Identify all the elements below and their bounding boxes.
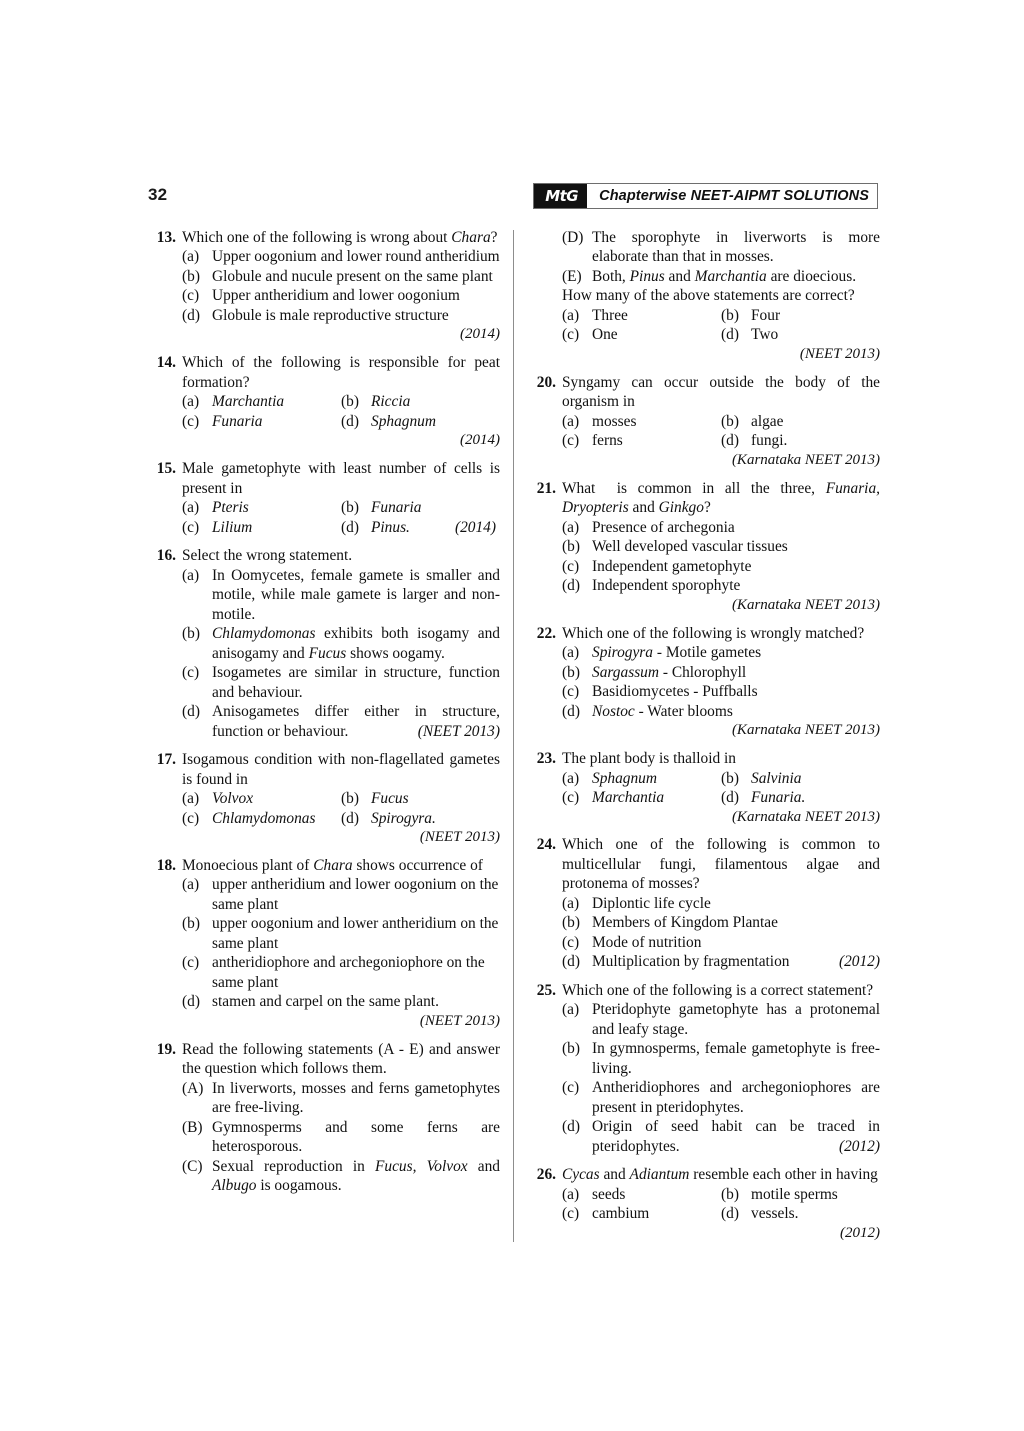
option-text: Pinus. [371, 518, 410, 536]
option-label: (B) [182, 1118, 203, 1136]
option-label: (d) [562, 953, 580, 971]
exam-year: (2012) [840, 1224, 880, 1241]
option-grid [562, 412, 880, 451]
question-stem: Isogamous condition with non-flagellated gametes is found in [182, 751, 500, 788]
header-banner [533, 183, 878, 209]
option-a[interactable] [182, 247, 500, 266]
option-label: (a) [562, 518, 580, 536]
option-b[interactable] [182, 914, 500, 953]
option-text: Upper antheridium and lower oogonium [212, 287, 460, 305]
option-text: Sargassum - Chlorophyll [592, 663, 747, 681]
question-stem: Which one of the following is common to multicellular fungi, filamentous algae and protonema of mosses? [562, 836, 880, 893]
question-number: 18. [156, 856, 176, 874]
option-text: Sexual reproduction in Fucus, Volvox and Albugo is oogamous. [212, 1157, 500, 1195]
option-text: In liverworts, mosses and ferns gametophytes are free-living. [212, 1079, 500, 1117]
option-label: (c) [562, 933, 580, 951]
option-C[interactable] [182, 1157, 500, 1196]
exam-year: (Karnataka NEET 2013) [731, 596, 880, 613]
option-text: motile sperms [751, 1185, 838, 1203]
option-label: (c) [182, 518, 200, 536]
option-label: (c) [562, 683, 580, 701]
option-text: Pteris [212, 499, 249, 517]
option-label: (d) [721, 326, 739, 344]
exam-year: (2014) [454, 518, 496, 536]
exam-year: (NEET 2013) [799, 345, 880, 362]
option-grid [182, 789, 500, 828]
option-label: (d) [562, 1118, 580, 1136]
option-list [562, 1000, 880, 1156]
option-E[interactable] [562, 267, 880, 286]
option-b[interactable] [562, 913, 880, 932]
option-label: (C) [182, 1157, 203, 1175]
option-grid [182, 498, 500, 537]
option-text: Independent sporophyte [592, 577, 741, 595]
question-block [148, 459, 500, 537]
option-d[interactable] [341, 518, 500, 537]
header-title: Chapterwise NEET-AIPMT SOLUTIONS [599, 188, 869, 204]
option-b[interactable] [182, 267, 500, 286]
question-stem: Syngamy can occur outside the body of the organism in [562, 373, 880, 411]
option-a[interactable] [182, 875, 500, 914]
option-label: (b) [562, 538, 580, 556]
option-label: (a) [182, 393, 200, 411]
option-b[interactable] [341, 498, 500, 517]
option-label: (d) [182, 993, 200, 1011]
option-text: Anisogametes differ either in structure, function or behaviour. [212, 703, 500, 740]
option-d[interactable] [721, 1204, 880, 1223]
option-text: Members of Kingdom Plantae [592, 914, 778, 932]
right-column [528, 228, 880, 1252]
question-number: 19. [156, 1040, 176, 1058]
option-c[interactable] [182, 809, 341, 828]
question-number: 23. [536, 750, 556, 768]
option-text: Funaria. [751, 789, 806, 807]
exam-year: (NEET 2013) [419, 829, 500, 846]
question-block [528, 981, 880, 1156]
option-label: (d) [562, 702, 580, 720]
option-d[interactable] [341, 412, 500, 431]
question-number: 22. [536, 624, 556, 642]
option-text: Nostoc - Water blooms [592, 702, 733, 720]
option-text: Presence of archegonia [592, 518, 735, 536]
option-text: Salvinia [751, 769, 802, 787]
option-text: Globule and nucule present on the same plant [212, 267, 493, 285]
option-label: (a) [182, 499, 200, 517]
option-text: Mode of nutrition [592, 933, 702, 951]
option-label: (d) [182, 306, 200, 324]
option-label: (c) [562, 1205, 580, 1223]
option-label: (b) [341, 499, 359, 517]
question-block [528, 228, 880, 364]
option-text: Funaria [212, 412, 263, 430]
option-text: fungi. [751, 432, 788, 450]
option-label: (b) [341, 790, 359, 808]
option-label: (b) [341, 393, 359, 411]
option-text: Globule is male reproductive structure [212, 306, 449, 324]
option-text: ferns [592, 432, 623, 450]
question-number: 14. [156, 354, 176, 372]
option-text: Funaria [371, 499, 422, 517]
option-b[interactable] [721, 1185, 880, 1204]
question-block [528, 749, 880, 826]
option-text: Two [751, 326, 779, 344]
option-c[interactable] [562, 682, 880, 701]
option-b[interactable] [182, 624, 500, 663]
option-text: Marchantia [592, 789, 665, 807]
option-c[interactable] [562, 788, 721, 807]
option-label: (a) [562, 1185, 580, 1203]
question-block [528, 373, 880, 470]
option-label: (b) [182, 915, 200, 933]
option-grid [182, 392, 500, 431]
question-stem: Select the wrong statement. [182, 547, 353, 565]
question-number: 16. [156, 547, 176, 565]
option-c[interactable] [182, 663, 500, 702]
option-grid [562, 1185, 880, 1224]
option-text: Sphagnum [592, 769, 657, 787]
option-text: Pteridophyte gametophyte has a protonemal and leafy stage. [592, 1001, 880, 1038]
followup-question: How many of the above statements are correct? [562, 287, 855, 305]
option-c[interactable] [562, 431, 721, 450]
exam-year: (2012) [838, 953, 880, 971]
option-D[interactable] [562, 228, 880, 267]
option-a[interactable] [562, 769, 721, 788]
option-text: Chlamydomonas exhibits both isogamy and anisogamy and Fucus shows oogamy. [212, 625, 500, 662]
option-list [562, 228, 880, 286]
option-d[interactable] [562, 702, 880, 721]
option-text: mosses [592, 412, 637, 430]
option-a[interactable] [182, 566, 500, 624]
option-d[interactable] [562, 952, 880, 971]
option-text: In gymnosperms, female gametophyte is free-living. [592, 1040, 880, 1077]
option-a[interactable] [562, 412, 721, 431]
option-label: (d) [182, 703, 200, 721]
exam-year: (2014) [460, 326, 500, 343]
option-text: Gymnosperms and some ferns are heterosporous. [212, 1118, 500, 1156]
question-number: 20. [536, 373, 556, 391]
exam-year: (NEET 2013) [417, 722, 500, 740]
option-c[interactable] [182, 953, 500, 992]
option-text: cambium [592, 1205, 650, 1223]
question-number: 15. [156, 460, 176, 478]
left-column [148, 228, 500, 1205]
option-text: Marchantia [212, 393, 285, 411]
option-label: (b) [562, 663, 580, 681]
option-text: Multiplication by fragmentation [592, 953, 790, 971]
option-text: Independent gametophyte [592, 557, 752, 575]
option-text: vessels. [751, 1205, 799, 1223]
option-c[interactable] [182, 412, 341, 431]
exam-year: (2012) [838, 1137, 880, 1155]
option-list [182, 875, 500, 1011]
option-text: Diplontic life cycle [592, 894, 711, 912]
option-label: (c) [182, 287, 200, 305]
option-a[interactable] [562, 306, 721, 325]
option-label: (a) [562, 412, 580, 430]
option-text: upper antheridium and lower oogonium on the same plant [212, 876, 499, 913]
option-text: upper oogonium and lower antheridium on the same plant [212, 915, 499, 952]
option-d[interactable] [721, 325, 880, 344]
option-label: (b) [562, 1040, 580, 1058]
option-label: (a) [182, 566, 200, 584]
option-c[interactable] [562, 557, 880, 576]
question-block [528, 835, 880, 971]
exam-year: (Karnataka NEET 2013) [731, 808, 880, 825]
option-text: Both, Pinus and Marchantia are dioecious. [592, 267, 857, 285]
option-b[interactable] [562, 663, 880, 682]
option-d[interactable] [562, 1117, 880, 1156]
question-stem: Which one of the following is a correct statement? [562, 981, 874, 999]
question-stem: Monoecious plant of Chara shows occurrence of [182, 856, 483, 874]
option-text: Three [592, 306, 628, 324]
option-text: Volvox [212, 790, 254, 808]
exam-year: (2014) [460, 432, 500, 449]
option-text: Sphagnum [371, 412, 436, 430]
option-c[interactable] [562, 1078, 880, 1117]
option-text: Fucus [371, 790, 409, 808]
option-text: Spirogyra. [371, 809, 436, 827]
option-A[interactable] [182, 1079, 500, 1118]
option-label: (a) [562, 894, 580, 912]
option-text: Chlamydomonas [212, 809, 316, 827]
option-list [182, 1079, 500, 1196]
option-label: (d) [341, 518, 359, 536]
option-b[interactable] [721, 412, 880, 431]
question-stem: Which one of the following is wrong about Chara? [182, 229, 498, 246]
option-a[interactable] [562, 894, 880, 913]
option-text: Spirogyra - Motile gametes [592, 644, 762, 662]
option-b[interactable] [341, 392, 500, 411]
option-label: (a) [182, 248, 200, 266]
option-label: (c) [562, 432, 580, 450]
two-column-body [148, 228, 880, 1248]
exam-year: (Karnataka NEET 2013) [731, 451, 880, 468]
option-label: (d) [341, 809, 359, 827]
option-list [182, 566, 500, 741]
question-number: 25. [536, 981, 556, 999]
option-label: (a) [562, 306, 580, 324]
option-a[interactable] [562, 643, 880, 662]
option-list [562, 518, 880, 596]
option-label: (d) [562, 577, 580, 595]
option-text: One [592, 326, 618, 344]
option-b[interactable] [562, 1039, 880, 1078]
question-stem: Which of the following is responsible for peat formation? [182, 354, 500, 391]
mtg-logo: MtG [534, 184, 587, 208]
option-label: (c) [562, 1079, 580, 1097]
option-text: Basidiomycetes - Puffballs [592, 683, 758, 701]
option-d[interactable] [562, 576, 880, 595]
option-text: Upper oogonium and lower round antheridium [212, 248, 500, 266]
option-b[interactable] [721, 769, 880, 788]
option-label: (c) [182, 809, 200, 827]
option-c[interactable] [562, 325, 721, 344]
option-b[interactable] [341, 789, 500, 808]
option-a[interactable] [562, 1185, 721, 1204]
option-label: (c) [182, 664, 200, 682]
question-block [148, 353, 500, 450]
page-number: 32 [148, 185, 168, 204]
question-block [528, 479, 880, 615]
option-text: Riccia [371, 393, 411, 411]
option-text: algae [751, 412, 784, 430]
option-B[interactable] [182, 1118, 500, 1157]
option-list [182, 247, 500, 325]
option-text: Antheridiophores and archegoniophores are present in pteridophytes. [592, 1079, 880, 1116]
option-c[interactable] [562, 933, 880, 952]
option-d[interactable] [721, 431, 880, 450]
option-d[interactable] [182, 702, 500, 741]
exam-year: (Karnataka NEET 2013) [731, 722, 880, 739]
option-text: seeds [592, 1185, 626, 1203]
question-stem: Male gametophyte with least number of cells is present in [182, 460, 500, 497]
option-text: Origin of seed habit can be traced in pteridophytes. [592, 1118, 880, 1155]
question-block [528, 624, 880, 740]
option-label: (d) [721, 1205, 739, 1223]
option-text: antheridiophore and archegoniophore on the same plant [212, 954, 485, 991]
question-block [148, 228, 500, 344]
option-label: (D) [562, 229, 584, 246]
question-stem: What is common in all the three, Funaria, Dryopteris and Ginkgo? [562, 479, 880, 517]
option-text: Well developed vascular tissues [592, 538, 788, 556]
question-block [148, 750, 500, 847]
option-a[interactable] [182, 498, 341, 517]
question-number: 26. [536, 1166, 556, 1184]
option-label: (b) [562, 914, 580, 932]
option-label: (a) [562, 1001, 580, 1019]
option-a[interactable] [182, 789, 341, 808]
option-label: (b) [721, 1185, 739, 1203]
option-label: (c) [562, 789, 580, 807]
option-list [562, 894, 880, 972]
option-label: (a) [182, 790, 200, 808]
option-label: (A) [182, 1079, 204, 1097]
option-d[interactable] [341, 809, 500, 828]
option-list [562, 643, 880, 721]
question-stem: The plant body is thalloid in [562, 750, 736, 768]
option-label: (a) [182, 876, 200, 894]
question-number: 17. [156, 751, 176, 769]
option-text: In Oomycetes, female gamete is smaller and motile, while male gamete is larger and non-motile. [212, 566, 500, 623]
question-block [528, 1165, 880, 1242]
option-label: (c) [182, 412, 200, 430]
option-label: (d) [721, 789, 739, 807]
question-stem: Read the following statements (A - E) and answer the question which follows them. [182, 1040, 500, 1078]
option-a[interactable] [182, 392, 341, 411]
question-number: 13. [156, 229, 176, 246]
option-text: Four [751, 306, 781, 324]
option-d[interactable] [182, 306, 500, 325]
option-text: The sporophyte in liverworts is more elaborate than that in mosses. [592, 229, 880, 266]
question-stem: Which one of the following is wrongly matched? [562, 624, 865, 642]
option-label: (b) [721, 412, 739, 430]
option-label: (b) [721, 769, 739, 787]
option-label: (b) [721, 306, 739, 324]
option-label: (c) [562, 326, 580, 344]
option-text: Lilium [212, 518, 253, 536]
option-d[interactable] [721, 788, 880, 807]
option-label: (d) [341, 412, 359, 430]
option-a[interactable] [562, 1000, 880, 1039]
option-c[interactable] [562, 1204, 721, 1223]
exam-year: (NEET 2013) [419, 1012, 500, 1029]
question-block [148, 1040, 500, 1196]
question-block [148, 856, 500, 1031]
question-block [148, 546, 500, 741]
option-b[interactable] [562, 537, 880, 556]
option-a[interactable] [562, 518, 880, 537]
option-label: (E) [562, 267, 582, 285]
option-c[interactable] [182, 518, 341, 537]
question-stem: Cycas and Adiantum resemble each other in having [562, 1166, 878, 1184]
option-c[interactable] [182, 286, 500, 305]
option-label: (c) [182, 954, 200, 972]
question-number: 21. [536, 479, 556, 497]
option-label: (d) [721, 432, 739, 450]
option-d[interactable] [182, 992, 500, 1011]
option-text: stamen and carpel on the same plant. [212, 993, 439, 1011]
option-text: Isogametes are similar in structure, function and behaviour. [212, 664, 500, 701]
option-grid [562, 306, 880, 345]
option-label: (a) [562, 769, 580, 787]
question-number: 24. [536, 836, 556, 854]
option-b[interactable] [721, 306, 880, 325]
column-divider [513, 230, 514, 1242]
option-label: (a) [562, 644, 580, 662]
option-grid [562, 769, 880, 808]
option-label: (b) [182, 267, 200, 285]
option-label: (b) [182, 625, 200, 643]
option-label: (c) [562, 557, 580, 575]
page-header [148, 183, 878, 211]
